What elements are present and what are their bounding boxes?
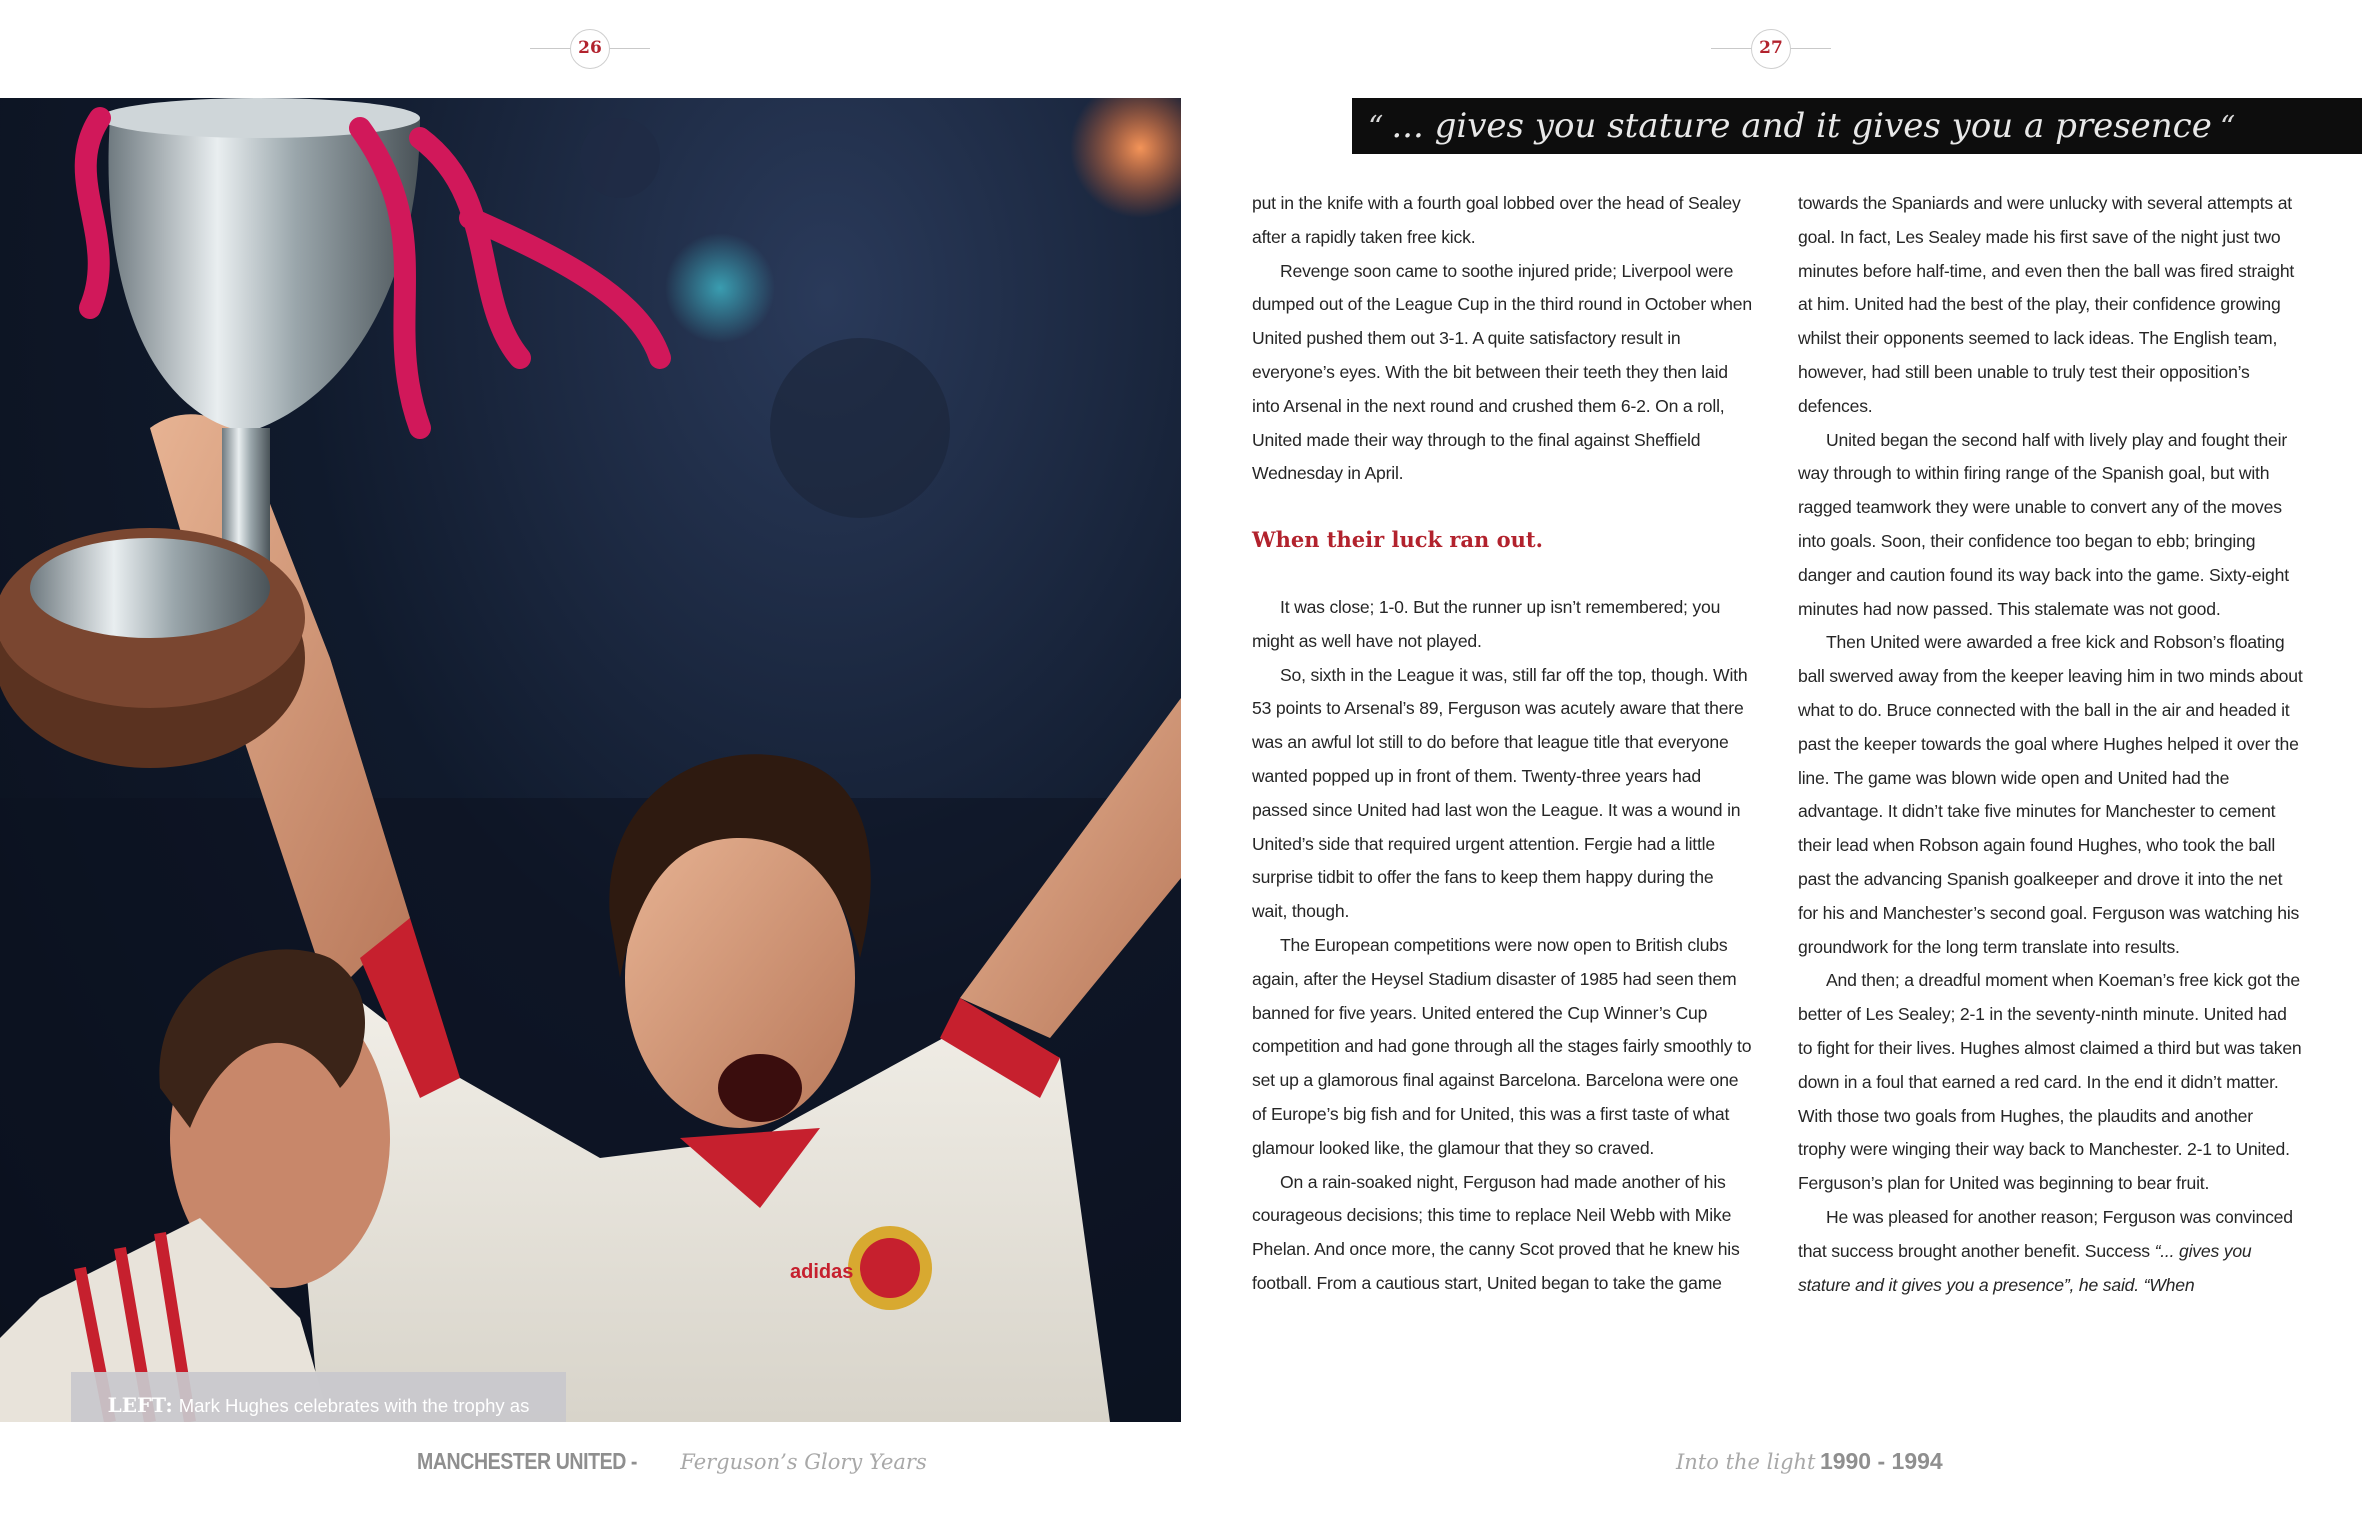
paragraph: Revenge soon came to soothe injured pride; Liverpool were dumped out of the League Cup in the third round in October when United pushed them out 3-1. A quite satisfactory result in everyone’s eyes. With the bit between their teeth they then laid into Arsenal in the next round and crushed them 6-2. On a roll, United made their way through to the final against Sheffield Wednesday in April. <box>1252 260 1752 484</box>
trophy-celebration-photo <box>0 98 1181 1422</box>
bokeh-light <box>665 233 775 343</box>
caption-label: LEFT: <box>107 1393 173 1417</box>
paragraph: Then United were awarded a free kick and Robson’s floating ball swerved away from the keeper leaving him in two minds about what to do. Bruce connected with the ball in the air and headed it past the keeper towards the goal where Hughes helped it over the line. The game was blown wide open and United had the advantage. It didn’t take five minutes for Manchester to cement their lead when Robson again found Hughes, who took the ball past the advancing Spanish goalkeeper and drove it into the net for his and Manchester’s second goal. Ferguson was watching his groundwork for the long term translate into results. <box>1798 632 2303 957</box>
page-number-left <box>530 26 650 72</box>
text-column-left <box>1252 187 1752 1301</box>
paragraph: And then; a dreadful moment when Koeman’s free kick got the better of Les Sealey; 2-1 in the seventy-ninth minute. United had to fight for their lives. Hughes almost claimed a third but was taken down in a foul that earned a red card. In the end it didn’t matter. With those two goals from Hughes, the plaudits and another trophy were winging their way back to Manchester. 2-1 to United. Ferguson’s plan for United was beginning to bear fruit. <box>1798 970 2302 1194</box>
footer-years: 1990 - 1994 <box>1819 1448 1943 1474</box>
page-number-badge: 27 <box>1751 29 1791 69</box>
paragraph-text: He was pleased for another reason; Ferguson was convinced that success brought another benefit. Success <box>1798 1206 2293 1261</box>
bokeh-light <box>1070 98 1181 218</box>
paragraph: So, sixth in the League it was, still far off the top, though. With 53 points to Arsenal’s 89, Ferguson was acutely aware that there was an awful lot still to do before that league title that everyone wanted popped up in front of them. Twenty-three years had passed since United had last won the League. It was a wound in United’s side that required urgent attention. Fergie had a little surprise tidbit to offer the fans to keep them happy during the wait, though. <box>1252 664 1748 922</box>
quote-close-mark: “ <box>2219 110 2236 145</box>
paragraph: towards the Spaniards and were unlucky with several attempts at goal. In fact, Les Sealey made his first save of the night just two minutes before half-time, and even then the ball was fired straight at him. United had the best of the play, their confidence growing whilst their opponents seemed to lack ideas. The English team, however, had still been unable to truly test their opposition’s defences. <box>1798 193 2295 416</box>
paragraph: It was close; 1-0. But the runner up isn’t remembered; you might as well have not played. <box>1252 596 1721 651</box>
section-heading: When their luck ran out. <box>1252 527 1543 553</box>
text-column-right <box>1798 187 2303 1302</box>
photo-illustration <box>0 98 1181 1422</box>
page-number-right <box>1711 26 1831 72</box>
paragraph <box>1798 1201 2303 1302</box>
paragraph: The European competitions were now open to British clubs again, after the Heysel Stadium disaster of 1985 had seen them banned for five years. United entered the Cup Winner’s Cup competition and had gone through all the stages fairly smoothly to set up a glamorous final against Barcelona. Barcelona were one of Europe’s big fish and for United, this was a first taste of what glamour looked like, the glamour that they so craved. <box>1252 934 1752 1158</box>
photo-caption <box>71 1372 566 1422</box>
quote-open-mark: “ <box>1368 110 1384 145</box>
footer-chapter: Into the light <box>1676 1450 1816 1474</box>
footer-right <box>1676 1448 1943 1488</box>
footer-left <box>417 1448 927 1488</box>
paragraph: put in the knife with a fourth goal lobbed over the head of Sealey after a rapidly taken free kick. <box>1252 193 1741 247</box>
paragraph: United began the second half with lively play and fought their way through to within firing range of the Spanish goal, but with ragged teamwork they were unable to convert any of the moves into goals. Soon, their confidence too began to ebb; bringing danger and caution found its way back into the game. Sixty-eight minutes had now passed. This stalemate was not good. <box>1798 429 2289 619</box>
footer-title: MANCHESTER UNITED - <box>417 1448 638 1474</box>
page-number-badge: 26 <box>570 29 610 69</box>
shirt-text: adidas <box>790 1261 854 1283</box>
inline-quote: “... gives you stature and it gives you a presence”, he said. “When <box>1798 1240 2252 1295</box>
paragraph: On a rain-soaked night, Ferguson had made another of his courageous decisions; this time to replace Neil Webb with Mike Phelan. And once more, the canny Scot proved that he knew his football. From a cautious start, United began to take the game <box>1252 1171 1740 1293</box>
pull-quote-banner <box>1352 98 2362 154</box>
caption-text: Mark Hughes celebrates with the trophy as <box>178 1395 530 1416</box>
pull-quote-text: ... gives you stature and it gives you a presence <box>1391 106 2212 146</box>
open-mouth <box>718 1054 802 1122</box>
footer-subtitle: Ferguson’s Glory Years <box>680 1450 927 1474</box>
